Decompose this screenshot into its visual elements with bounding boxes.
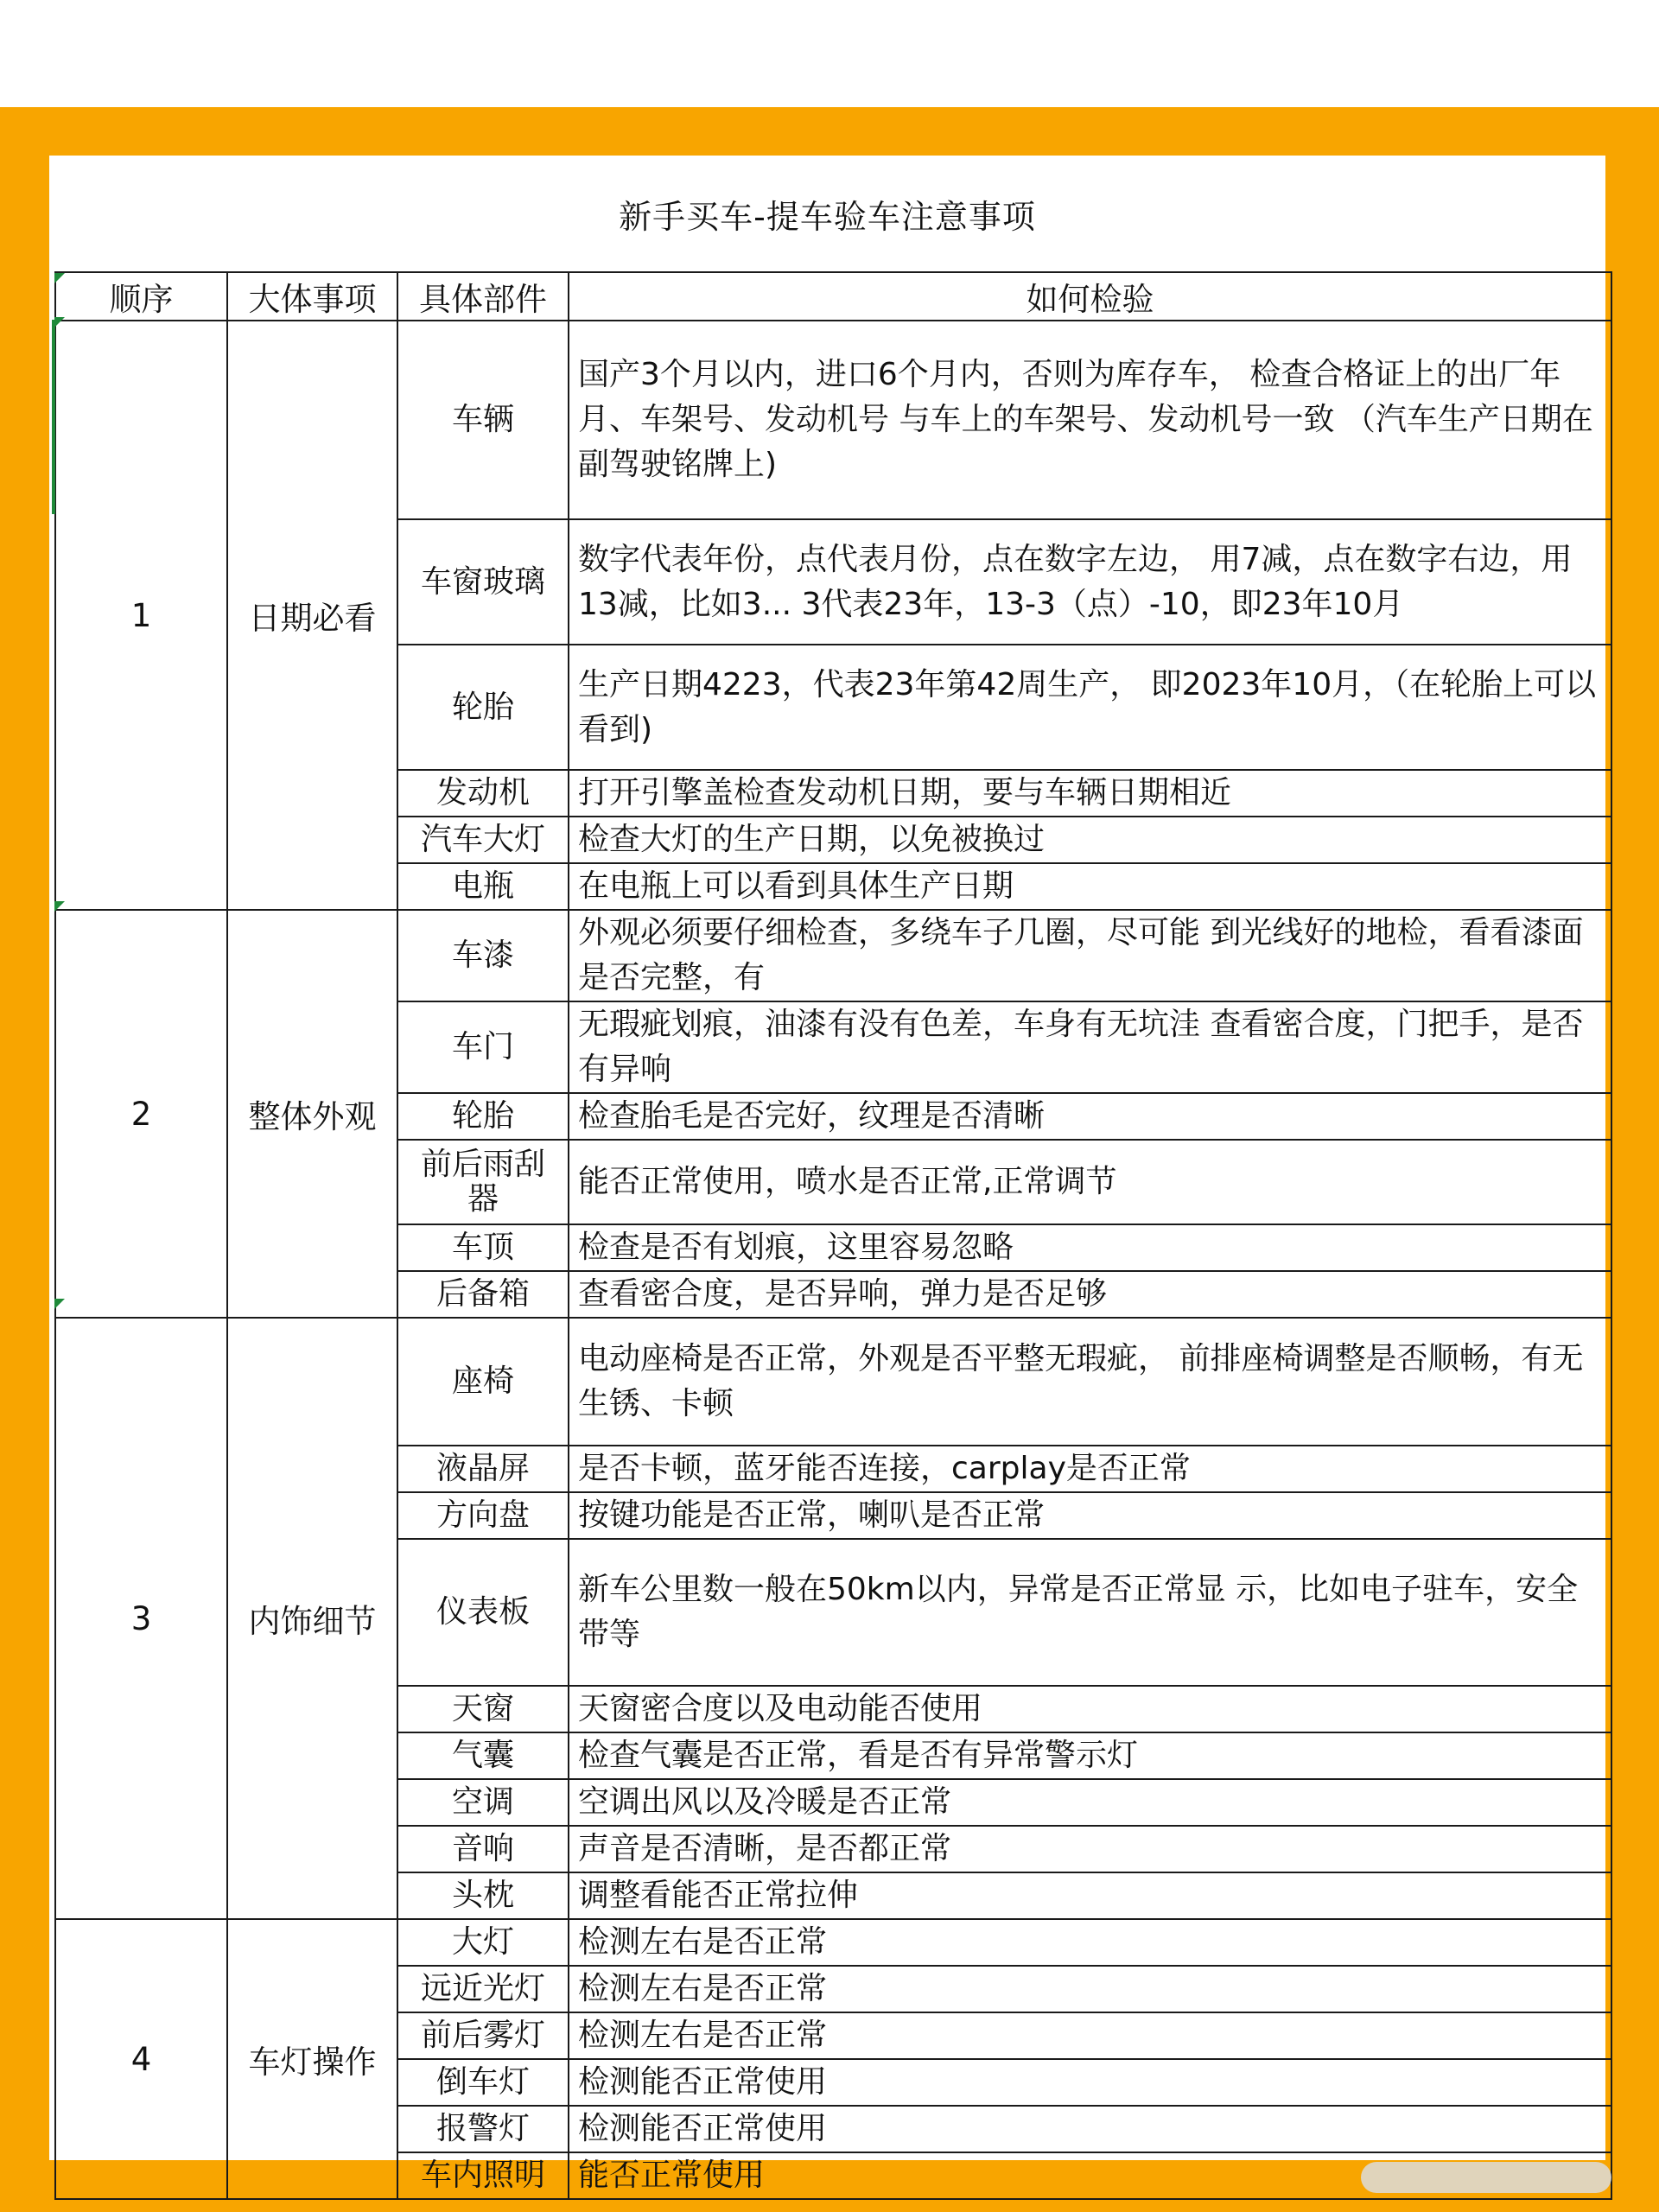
group-number: 2 xyxy=(55,910,227,1318)
part-cell: 前后雨刮器 xyxy=(397,1140,569,1224)
how-cell: 生产日期4223，代表23年第42周生产， 即2023年10月，（在轮胎上可以看到) xyxy=(569,645,1611,770)
part-cell: 电瓶 xyxy=(397,863,569,910)
part-cell: 车门 xyxy=(397,1001,569,1093)
how-cell: 检测左右是否正常 xyxy=(569,1966,1611,2012)
how-cell: 天窗密合度以及电动能否使用 xyxy=(569,1686,1611,1732)
how-cell: 能否正常使用 xyxy=(569,2152,1611,2199)
group-category: 整体外观 xyxy=(227,910,397,1318)
part-cell: 仪表板 xyxy=(397,1539,569,1686)
how-cell: 在电瓶上可以看到具体生产日期 xyxy=(569,863,1611,910)
how-cell: 按键功能是否正常，喇叭是否正常 xyxy=(569,1492,1611,1539)
how-cell: 打开引擎盖检查发动机日期，要与车辆日期相近 xyxy=(569,770,1611,817)
how-cell: 外观必须要仔细检查，多绕车子几圈，尽可能 到光线好的地检，看看漆面是否完整，有 xyxy=(569,910,1611,1001)
table-row xyxy=(55,910,1611,1001)
part-cell: 车顶 xyxy=(397,1224,569,1271)
part-cell: 大灯 xyxy=(397,1919,569,1966)
header-how: 如何检验 xyxy=(569,272,1611,321)
table-row xyxy=(55,321,1611,519)
part-cell: 音响 xyxy=(397,1826,569,1872)
cell-marker xyxy=(54,273,65,283)
how-cell: 检查是否有划痕，这里容易忽略 xyxy=(569,1224,1611,1271)
how-cell: 声音是否清晰，是否都正常 xyxy=(569,1826,1611,1872)
table-body xyxy=(55,321,1611,2199)
cell-marker xyxy=(54,901,65,912)
how-cell: 空调出风以及冷暖是否正常 xyxy=(569,1779,1611,1826)
how-cell: 检测能否正常使用 xyxy=(569,2059,1611,2106)
cell-marker xyxy=(54,1299,65,1309)
part-cell: 远近光灯 xyxy=(397,1966,569,2012)
how-cell: 电动座椅是否正常，外观是否平整无瑕疵， 前排座椅调整是否顺畅，有无生锈、卡顿 xyxy=(569,1318,1611,1446)
table-row xyxy=(55,1318,1611,1446)
part-cell: 液晶屏 xyxy=(397,1446,569,1492)
group-number: 4 xyxy=(55,1919,227,2199)
how-cell: 检测能否正常使用 xyxy=(569,2106,1611,2152)
table-row xyxy=(55,1919,1611,1966)
part-cell: 汽车大灯 xyxy=(397,817,569,863)
how-cell: 检查胎毛是否完好，纹理是否清晰 xyxy=(569,1093,1611,1140)
part-cell: 车漆 xyxy=(397,910,569,1001)
inspection-table xyxy=(54,271,1612,2200)
how-cell: 调整看能否正常拉伸 xyxy=(569,1872,1611,1919)
page-title: 新手买车-提车验车注意事项 xyxy=(619,197,1036,236)
how-cell: 国产3个月以内，进口6个月内，否则为库存车， 检查合格证上的出厂年月、车架号、发动机号 与车上的车架号、发动机号一致 （汽车生产日期在副驾驶铭牌上) xyxy=(569,321,1611,519)
header-no: 顺序 xyxy=(55,272,227,321)
how-cell: 检查气囊是否正常，看是否有异常警示灯 xyxy=(569,1732,1611,1779)
header-part: 具体部件 xyxy=(397,272,569,321)
part-cell: 车辆 xyxy=(397,321,569,519)
group-number: 3 xyxy=(55,1318,227,1919)
part-cell: 天窗 xyxy=(397,1686,569,1732)
part-cell: 轮胎 xyxy=(397,645,569,770)
how-cell: 是否卡顿，蓝牙能否连接，carplay是否正常 xyxy=(569,1446,1611,1492)
top-blank-area xyxy=(0,0,1659,107)
how-cell: 查看密合度，是否异响，弹力是否足够 xyxy=(569,1271,1611,1318)
part-cell: 车窗玻璃 xyxy=(397,519,569,645)
watermark xyxy=(1361,2162,1611,2193)
group-category: 日期必看 xyxy=(227,321,397,910)
part-cell: 报警灯 xyxy=(397,2106,569,2152)
how-cell: 能否正常使用，喷水是否正常,正常调节 xyxy=(569,1140,1611,1224)
how-cell: 新车公里数一般在50km以内，异常是否正常显 示，比如电子驻车，安全带等 xyxy=(569,1539,1611,1686)
cell-marker-bar xyxy=(52,320,55,514)
how-cell: 检测左右是否正常 xyxy=(569,1919,1611,1966)
part-cell: 发动机 xyxy=(397,770,569,817)
group-category: 内饰细节 xyxy=(227,1318,397,1919)
group-number: 1 xyxy=(55,321,227,910)
part-cell: 头枕 xyxy=(397,1872,569,1919)
part-cell: 空调 xyxy=(397,1779,569,1826)
header-category: 大体事项 xyxy=(227,272,397,321)
part-cell: 座椅 xyxy=(397,1318,569,1446)
cell-marker xyxy=(54,317,65,327)
part-cell: 方向盘 xyxy=(397,1492,569,1539)
how-cell: 检查大灯的生产日期，以免被换过 xyxy=(569,817,1611,863)
part-cell: 轮胎 xyxy=(397,1093,569,1140)
header-row xyxy=(55,272,1611,321)
group-category: 车灯操作 xyxy=(227,1919,397,2199)
spreadsheet-sheet xyxy=(49,156,1605,2193)
how-cell: 数字代表年份，点代表月份，点在数字左边， 用7减，点在数字右边，用13减，比如3... 3代表23年，13-3（点）-10，即23年10月 xyxy=(569,519,1611,645)
part-cell: 前后雾灯 xyxy=(397,2012,569,2059)
part-cell: 车内照明 xyxy=(397,2152,569,2199)
how-cell: 检测左右是否正常 xyxy=(569,2012,1611,2059)
part-cell: 倒车灯 xyxy=(397,2059,569,2106)
how-cell: 无瑕疵划痕，油漆有没有色差，车身有无坑洼 查看密合度，门把手，是否有异响 xyxy=(569,1001,1611,1093)
part-cell: 气囊 xyxy=(397,1732,569,1779)
part-cell: 后备箱 xyxy=(397,1271,569,1318)
